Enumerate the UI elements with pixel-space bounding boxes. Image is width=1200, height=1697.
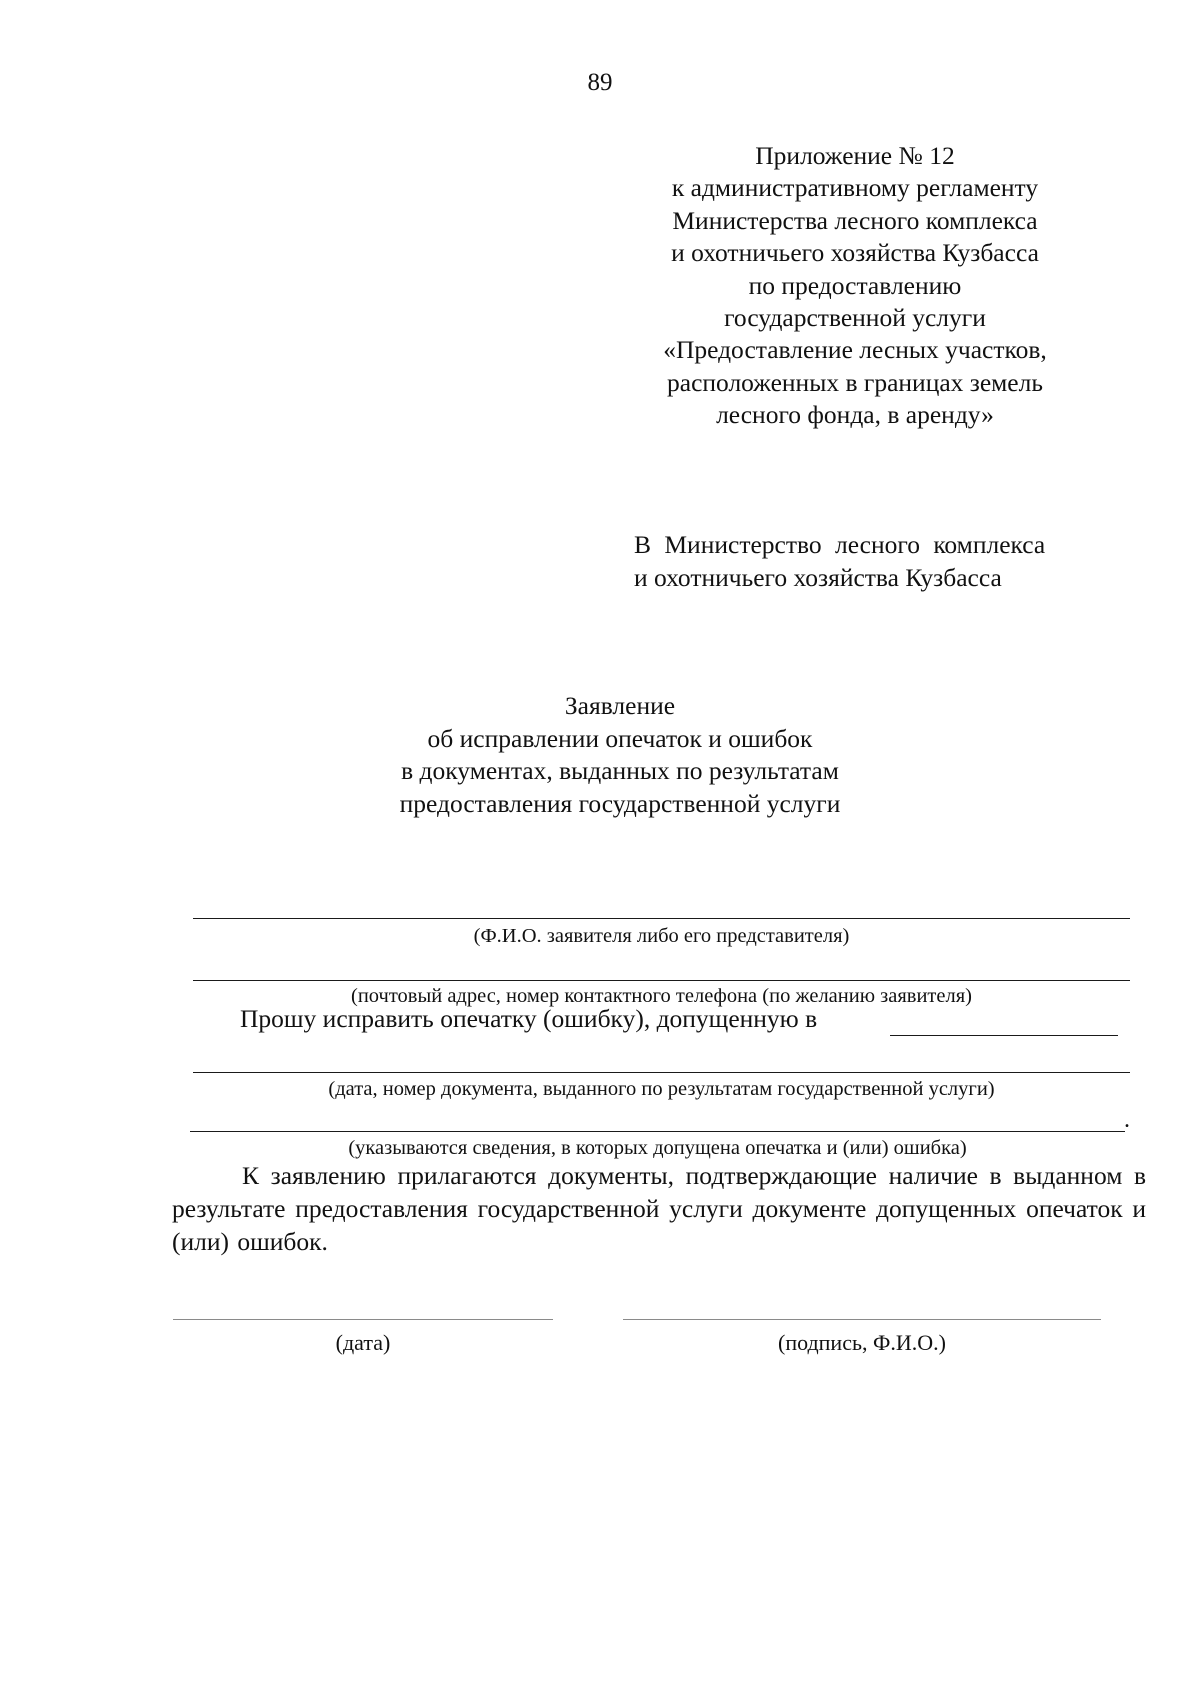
appendix-line: Министерства лесного комплекса	[672, 205, 1038, 235]
applicant-name-field-line[interactable]	[193, 918, 1130, 919]
signature-caption: (подпись, Ф.И.О.)	[778, 1330, 946, 1355]
document-reference-field-line[interactable]	[890, 1035, 1118, 1036]
document-title	[350, 690, 890, 820]
date-field-line[interactable]	[173, 1319, 553, 1320]
document-title-line: об исправлении опечаток и ошибок	[427, 723, 813, 753]
page-number: 89	[587, 69, 613, 96]
appendix-line: расположенных в границах земель	[667, 367, 1043, 397]
appendix-line: «Предоставление лесных участков,	[663, 335, 1047, 365]
attachment-paragraph: К заявлению прилагаются документы, подтверждающие наличие в выданном в результате предоставления государственной услуги документе допущенных опечаток и (или) ошибок.	[172, 1161, 1146, 1256]
contact-info-caption: (почтовый адрес, номер контактного телефона (по желанию заявителя)	[351, 985, 972, 1007]
appendix-header	[655, 140, 1055, 432]
addressee-block	[634, 528, 1084, 594]
request-text: Прошу исправить опечатку (ошибку), допущенную в	[240, 1004, 818, 1033]
addressee-line: и охотничьего хозяйства Кузбасса	[634, 563, 1002, 592]
appendix-line: к административному регламенту	[671, 173, 1039, 203]
field-period: .	[1124, 1107, 1130, 1133]
appendix-line: и охотничьего хозяйства Кузбасса	[671, 238, 1039, 268]
error-details-field-line[interactable]	[190, 1131, 1125, 1132]
appendix-line: Приложение № 12	[755, 141, 955, 170]
document-title-line: Заявление	[564, 691, 676, 720]
addressee-line: В Министерство лесного комплекса	[634, 530, 1046, 559]
appendix-line: государственной услуги	[724, 303, 986, 333]
document-title-line: в документах, выданных по результатам	[401, 756, 839, 785]
document-details-caption: (дата, номер документа, выданного по результатам государственной услуги)	[328, 1078, 995, 1100]
error-details-caption: (указываются сведения, в которых допущена опечатка и (или) ошибка)	[348, 1137, 967, 1159]
appendix-line: по предоставлению	[748, 270, 962, 300]
date-caption: (дата)	[335, 1330, 391, 1355]
document-details-field-line[interactable]	[193, 1072, 1130, 1073]
document-title-line: предоставления государственной услуги	[399, 788, 841, 818]
signature-field-line[interactable]	[623, 1319, 1101, 1320]
contact-info-field-line[interactable]	[193, 980, 1130, 981]
appendix-line: лесного фонда, в аренду»	[716, 400, 994, 430]
applicant-name-caption: (Ф.И.О. заявителя либо его представителя)	[473, 925, 850, 947]
